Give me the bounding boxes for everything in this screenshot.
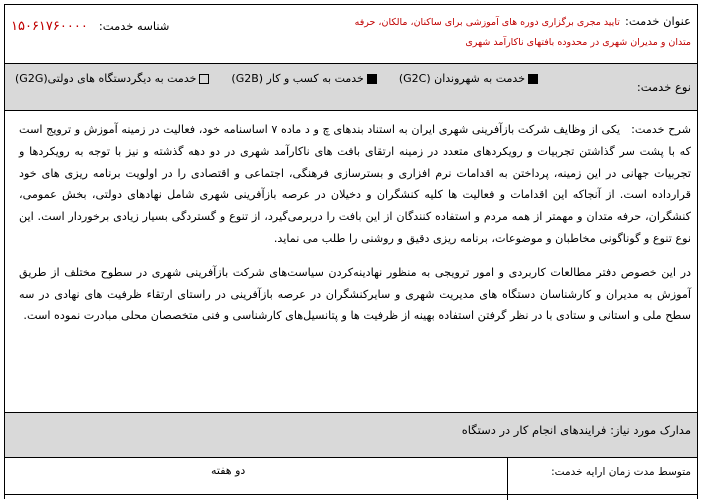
service-type-options [15,72,538,85]
service-title [331,11,691,51]
checkbox-g2g[interactable] [199,74,209,84]
service-description [19,119,691,327]
description-paragraph-2 [19,262,691,327]
service-id [11,15,169,34]
duration-label: متوسط مدت زمان ارایه خدمت: [551,466,691,478]
service-type-label: نوع خدمت: [636,80,691,94]
option-g2b[interactable] [231,72,376,85]
checkbox-g2c[interactable] [528,74,538,84]
header-row [5,5,697,64]
checkbox-g2b[interactable] [367,74,377,84]
service-id-value: ۱۵۰۶۱۷۶۰۰۰۰ [11,19,88,34]
service-form [4,4,698,499]
option-g2c-label: خدمت به شهروندان (G2C) [398,72,525,85]
option-g2g[interactable] [15,72,209,85]
duration-value: دو هفته [211,464,246,477]
documents-row [5,413,697,458]
required-documents: مدارک مورد نیاز: فرایندهای انجام کار در دستگاه [461,423,691,437]
description-text-2: در این خصوص دفتر مطالعات کاربردی و امور ترویجی به منظور نهادینه‌کردن سیاست‌های شرکت بازآفرینی شهری در سطوح مختلف از طریق آموزش به مدیران و کارشناسان دستگاه های مدیریت شهری و سایرکنشگران در عرصه بازآفرینی در راستای ارتقاء ظرفیت های نهادی در سه سطح ملی و استانی و ستادی با در نظر گرفتن استفاده بهینه از ظرفیت ها و پتانسیل‌های کارشناسی و فنی متخصصان محلی مبادرت نموده است. [19,265,691,323]
option-g2c[interactable] [399,72,538,85]
description-text-1: یکی از وظایف شرکت بازآفرینی شهری ایران به استناد بندهای چ و د ماده ۷ اساسنامه خود، فعالیت در زمینه آموزش و ترویج است که با پشت سر گذاشتن تجربیات و رویکردهای متعدد در زمینه ارتقای بافت های ناکارآمد شهری در دو دهه گذشته و نیز با توجه به رویکردها و تجربیات جهانی در این زمینه، پرداختن به اقدامات نرم افزاری و بسترسازی فرهنگی، اجتماعی و اقتصادی را در اولویت برنامه ریزی های خود قرارداده است. از آنجاکه این اقدامات و فعالیت ها کلیه کنشگران و دخیلان در عرصه بازآفرینی شهری شامل نهادهای دولتی، بخش عمومی، کنشگران، حرفه متدان و مهمتر از همه مردم و استفاده کنندگان از این بافت را دربرمی‌گیرد، از تنوع و گستردگی بسیار زیادی برخوردار است. این نوع تنوع و گوناگونی مخاطبان و موضوعات، برنامه ریزی دقیق و روشنی را طلب می نماید. [19,123,691,245]
service-title-value: تایید مجری برگزاری دوره های آموزشی برای ساکنان، مالکان، حرفه متدان و مدیران شهری در محدوده بافتهای ناکارآمد شهری [354,17,691,48]
service-type-row [5,64,697,111]
duration-row [5,458,697,500]
service-id-label: شناسه خدمت: [98,19,170,33]
description-label: شرح خدمت: [631,123,691,136]
divider [5,494,697,495]
description-row [5,111,697,413]
service-title-label: عنوان خدمت: [624,14,691,28]
option-g2b-label: خدمت به کسب و کار (G2B) [231,72,364,85]
option-g2g-label: خدمت به دیگردستگاه های دولتی(G2G) [15,72,197,85]
description-paragraph-1 [19,119,691,250]
